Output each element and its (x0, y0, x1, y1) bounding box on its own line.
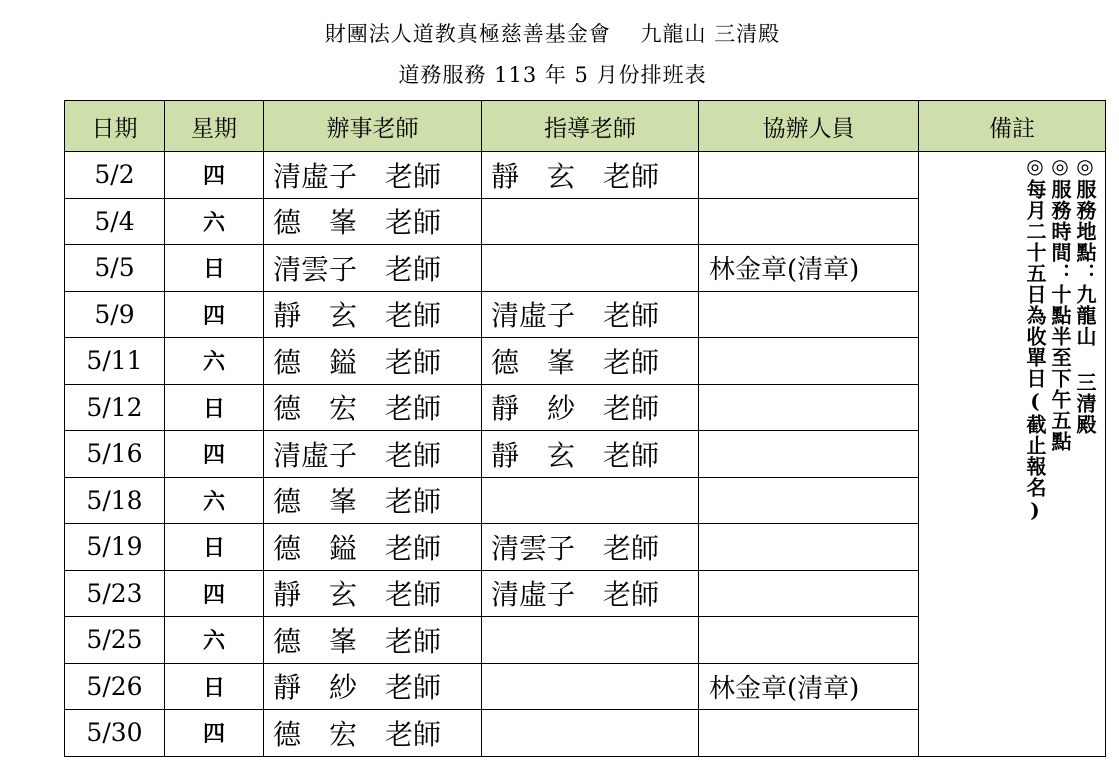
guide-cell: 德 峯 老師 (482, 338, 699, 385)
notes-list (1024, 154, 1095, 523)
col-header-guide: 指導老師 (482, 101, 699, 152)
assist-cell (699, 338, 919, 385)
date-cell: 5/19 (65, 524, 165, 571)
date-cell: 5/4 (65, 198, 165, 245)
weekday-cell: 日 (165, 524, 264, 571)
handler-cell: 靜 紗 老師 (264, 663, 482, 710)
guide-cell (482, 710, 699, 757)
weekday-cell: 六 (165, 338, 264, 385)
weekday-cell: 日 (165, 384, 264, 431)
assist-cell (699, 152, 919, 199)
weekday-cell: 四 (165, 152, 264, 199)
handler-cell: 德 峯 老師 (264, 617, 482, 664)
assist-cell (699, 477, 919, 524)
assist-cell: 林金章(清章) (699, 663, 919, 710)
date-cell: 5/12 (65, 384, 165, 431)
weekday-cell: 四 (165, 710, 264, 757)
handler-cell: 德 鎰 老師 (264, 524, 482, 571)
weekday-cell: 六 (165, 198, 264, 245)
date-cell: 5/18 (65, 477, 165, 524)
date-cell: 5/5 (65, 245, 165, 292)
guide-cell (482, 245, 699, 292)
guide-cell: 清雲子 老師 (482, 524, 699, 571)
guide-cell: 靜 玄 老師 (482, 431, 699, 478)
handler-cell: 靜 玄 老師 (264, 570, 482, 617)
assist-cell (699, 431, 919, 478)
weekday-cell: 六 (165, 477, 264, 524)
assist-cell (699, 570, 919, 617)
note-deadline: ◎每月二十五日為收單日(截止報名) (1023, 154, 1047, 523)
guide-cell: 清虛子 老師 (482, 570, 699, 617)
date-cell: 5/9 (65, 291, 165, 338)
guide-cell: 靜 紗 老師 (482, 384, 699, 431)
handler-cell: 德 宏 老師 (264, 384, 482, 431)
handler-cell: 德 峯 老師 (264, 198, 482, 245)
date-cell: 5/25 (65, 617, 165, 664)
col-header-assist: 協辦人員 (699, 101, 919, 152)
note-location: ◎服務地點：九龍山 三清殿 (1073, 154, 1097, 435)
assist-cell: 林金章(清章) (699, 245, 919, 292)
assist-cell (699, 710, 919, 757)
col-header-notes: 備註 (919, 101, 1106, 152)
assist-cell (699, 384, 919, 431)
guide-cell: 清虛子 老師 (482, 291, 699, 338)
handler-cell: 清雲子 老師 (264, 245, 482, 292)
assist-cell (699, 198, 919, 245)
handler-cell: 清虛子 老師 (264, 431, 482, 478)
weekday-cell: 四 (165, 570, 264, 617)
assist-cell (699, 291, 919, 338)
date-cell: 5/16 (65, 431, 165, 478)
table-row (65, 152, 1106, 199)
assist-cell (699, 524, 919, 571)
col-header-weekday: 星期 (165, 101, 264, 152)
page-subtitle: 道務服務 113 年 5 月份排班表 (398, 63, 707, 87)
weekday-cell: 六 (165, 617, 264, 664)
assist-cell (699, 617, 919, 664)
weekday-cell: 四 (165, 291, 264, 338)
weekday-cell: 日 (165, 663, 264, 710)
guide-cell (482, 617, 699, 664)
handler-cell: 清虛子 老師 (264, 152, 482, 199)
guide-cell (482, 198, 699, 245)
weekday-cell: 四 (165, 431, 264, 478)
handler-cell: 德 峯 老師 (264, 477, 482, 524)
guide-cell (482, 477, 699, 524)
date-cell: 5/30 (65, 710, 165, 757)
guide-cell (482, 663, 699, 710)
date-cell: 5/26 (65, 663, 165, 710)
schedule-table (64, 100, 1106, 757)
date-cell: 5/23 (65, 570, 165, 617)
date-cell: 5/11 (65, 338, 165, 385)
handler-cell: 德 宏 老師 (264, 710, 482, 757)
guide-cell: 靜 玄 老師 (482, 152, 699, 199)
note-hours: ◎服務時間：十點半至下午五點 (1048, 154, 1072, 452)
notes-cell (919, 152, 1106, 757)
col-header-date: 日期 (65, 101, 165, 152)
col-header-handler: 辦事老師 (264, 101, 482, 152)
handler-cell: 靜 玄 老師 (264, 291, 482, 338)
header-row (65, 101, 1106, 152)
weekday-cell: 日 (165, 245, 264, 292)
page-title: 財團法人道教真極慈善基金會 九龍山 三清殿 (324, 22, 781, 46)
handler-cell: 德 鎰 老師 (264, 338, 482, 385)
date-cell: 5/2 (65, 152, 165, 199)
